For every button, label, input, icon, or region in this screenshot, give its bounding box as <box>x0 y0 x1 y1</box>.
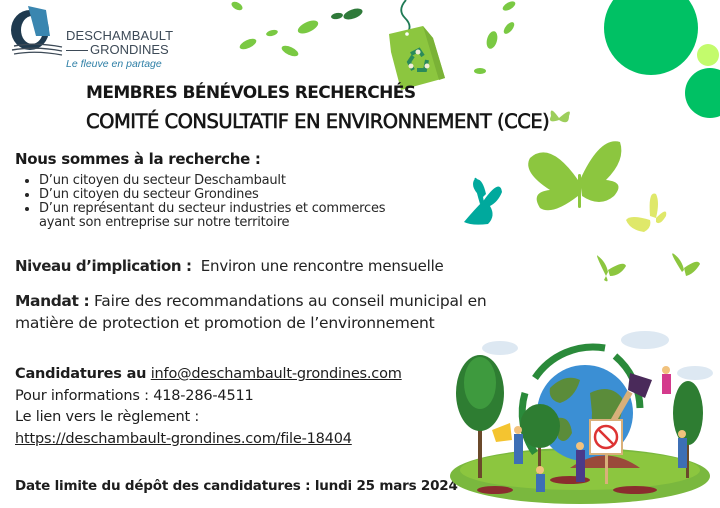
search-heading: Nous sommes à la recherche : <box>15 150 261 168</box>
email-link[interactable]: info@deschambault-grondines.com <box>150 366 402 382</box>
large-butterfly <box>528 141 621 210</box>
list-item: • D’un citoyen du secteur Deschambault <box>39 174 385 188</box>
mandate-line1: Faire des recommandations au conseil municipal en <box>94 292 487 310</box>
list-item: • D’un représentant du secteur industries et commerces <box>39 202 385 216</box>
leaves-decoration-icon <box>225 0 525 80</box>
contact-block <box>15 364 402 450</box>
logo-divider <box>66 50 88 51</box>
butterflies-decoration-icon <box>460 130 720 290</box>
recycle-tag-icon <box>383 0 453 95</box>
logo-tagline: Le fleuve en partage <box>66 58 162 70</box>
logo-name-line2: GRONDINES <box>90 42 169 57</box>
earth-planting-illustration-icon <box>440 318 720 508</box>
involvement-row <box>15 257 444 275</box>
page-title: MEMBRES BÉNÉVOLES RECHERCHÉS <box>86 83 416 103</box>
page-subtitle: COMITÉ CONSULTATIF EN ENVIRONNEMENT (CCE) <box>86 110 550 133</box>
list-item-continuation: ayant son entreprise sur notre territoire <box>39 215 290 230</box>
mandate-line2: matière de protection et promotion de l’environnement <box>15 314 435 332</box>
municipality-logo <box>6 6 174 70</box>
logo-sail-icon <box>6 6 64 56</box>
circles-decoration-icon <box>600 0 720 125</box>
mandate-label: Mandat : <box>15 292 90 310</box>
deadline-text: Date limite du dépôt des candidatures : lundi 25 mars 2024 <box>15 478 458 494</box>
involvement-value: Environ une rencontre mensuelle <box>200 257 444 275</box>
small-butterfly-icon <box>545 104 573 130</box>
rules-link[interactable]: https://deschambault-grondines.com/file-18404 <box>15 430 352 447</box>
search-list <box>20 174 385 230</box>
mandate-row <box>15 290 487 334</box>
involvement-label: Niveau d’implication : <box>15 257 192 275</box>
logo-name-line1: DESCHAMBAULT <box>66 28 174 43</box>
rules-label: Le lien vers le règlement : <box>15 409 200 425</box>
info-phone: Pour informations : 418-286-4511 <box>15 387 254 404</box>
list-item: • D’un citoyen du secteur Grondines <box>39 188 385 202</box>
applications-label: Candidatures au <box>15 366 147 382</box>
